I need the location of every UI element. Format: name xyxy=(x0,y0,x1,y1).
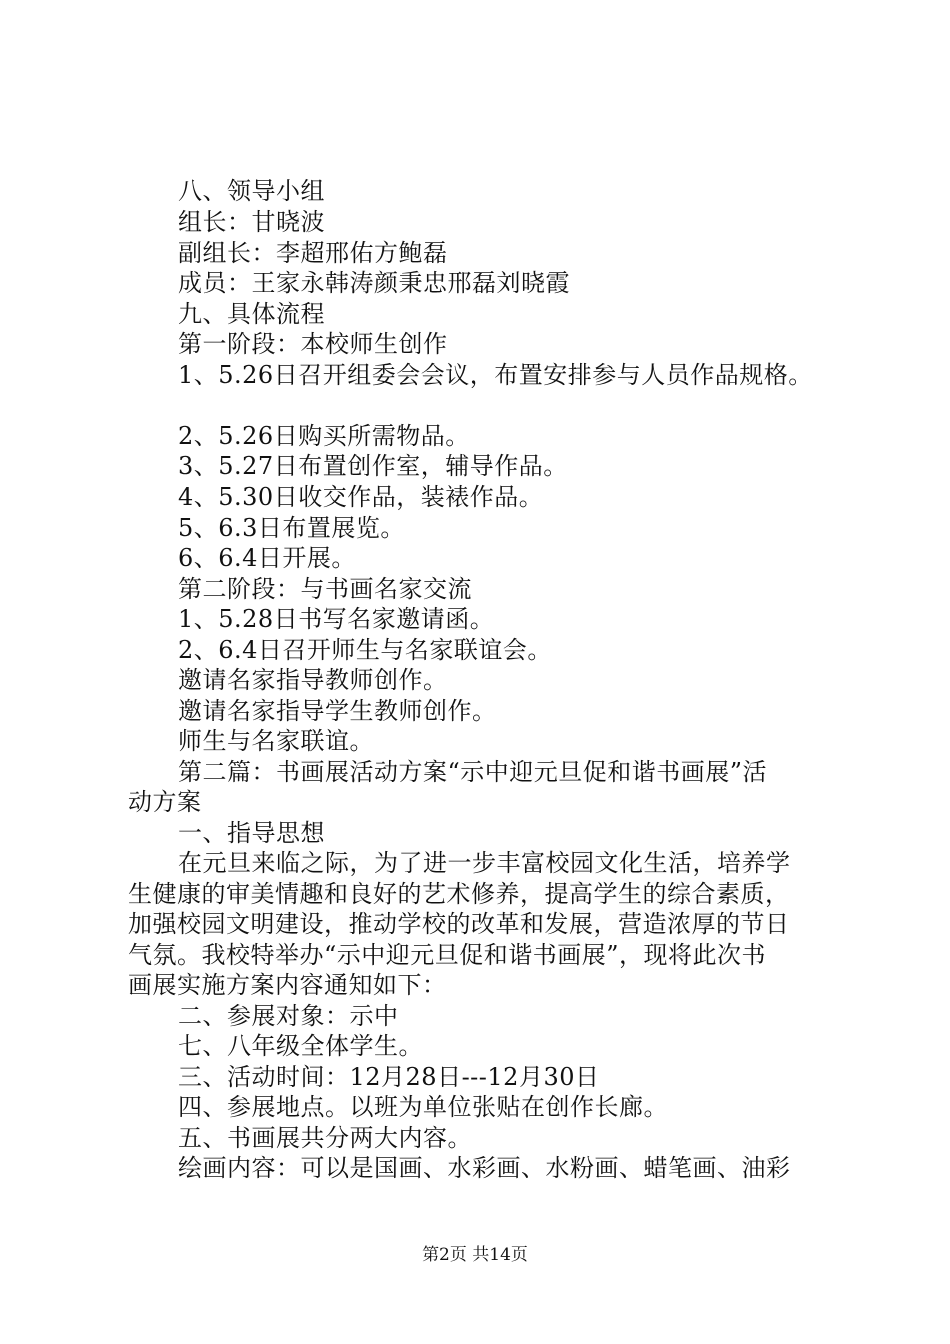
list-item: 6、6.4日开展。 xyxy=(178,544,356,572)
paragraph-line: 加强校园文明建设，推动学校的改革和发展，营造浓厚的节日 xyxy=(128,910,790,938)
paragraph-line: 在元旦来临之际，为了进一步丰富校园文化生活，培养学 xyxy=(178,849,791,877)
paragraph-line: 画展实施方案内容通知如下： xyxy=(128,971,447,999)
heading-guiding-thought: 一、指导思想 xyxy=(178,819,325,847)
list-item: 3、5.27日布置创作室，辅导作品。 xyxy=(178,452,568,480)
heading-process: 九、具体流程 xyxy=(178,300,325,328)
heading-second-chapter-cont: 动方案 xyxy=(128,788,202,816)
list-item: 4、5.30日收交作品，装裱作品。 xyxy=(178,483,544,511)
heading-second-chapter: 第二篇：书画展活动方案“示中迎元旦促和谐书画展”活 xyxy=(178,758,768,786)
text-line: 邀请名家指导教师创作。 xyxy=(178,666,448,694)
text-line: 师生与名家联谊。 xyxy=(178,727,374,755)
list-item: 2、6.4日召开师生与名家联谊会。 xyxy=(178,636,552,664)
page-number-footer: 第2页 共14页 xyxy=(422,1245,528,1265)
text-participants: 二、参展对象：示中 xyxy=(178,1002,399,1030)
text-stage-one: 第一阶段：本校师生创作 xyxy=(178,330,448,358)
text-content-parts: 五、书画展共分两大内容。 xyxy=(178,1124,472,1152)
text-participants-grade: 七、八年级全体学生。 xyxy=(178,1032,423,1060)
text-painting-content: 绘画内容：可以是国画、水彩画、水粉画、蜡笔画、油彩 xyxy=(178,1154,791,1182)
text-group-leader: 组长：甘晓波 xyxy=(178,208,325,236)
text-activity-time: 三、活动时间：12月28日---12月30日 xyxy=(178,1063,600,1091)
text-stage-two: 第二阶段：与书画名家交流 xyxy=(178,575,472,603)
text-venue: 四、参展地点。以班为单位张贴在创作长廊。 xyxy=(178,1093,668,1121)
list-item: 2、5.26日购买所需物品。 xyxy=(178,422,470,450)
paragraph-line: 生健康的审美情趣和良好的艺术修养，提高学生的综合素质， xyxy=(128,880,790,908)
paragraph-line: 气氛。我校特举办“示中迎元旦促和谐书画展”，现将此次书 xyxy=(128,941,767,969)
text-deputy-leader: 副组长：李超邢佑方鲍磊 xyxy=(178,239,448,267)
text-line: 邀请名家指导学生教师创作。 xyxy=(178,697,497,725)
text-members: 成员：王家永韩涛颜秉忠邢磊刘晓霞 xyxy=(178,269,570,297)
list-item: 1、5.26日召开组委会会议，布置安排参与人员作品规格。 xyxy=(178,361,813,389)
list-item: 1、5.28日书写名家邀请函。 xyxy=(178,605,495,633)
list-item: 5、6.3日布置展览。 xyxy=(178,514,405,542)
heading-leadership-group: 八、领导小组 xyxy=(178,177,325,205)
